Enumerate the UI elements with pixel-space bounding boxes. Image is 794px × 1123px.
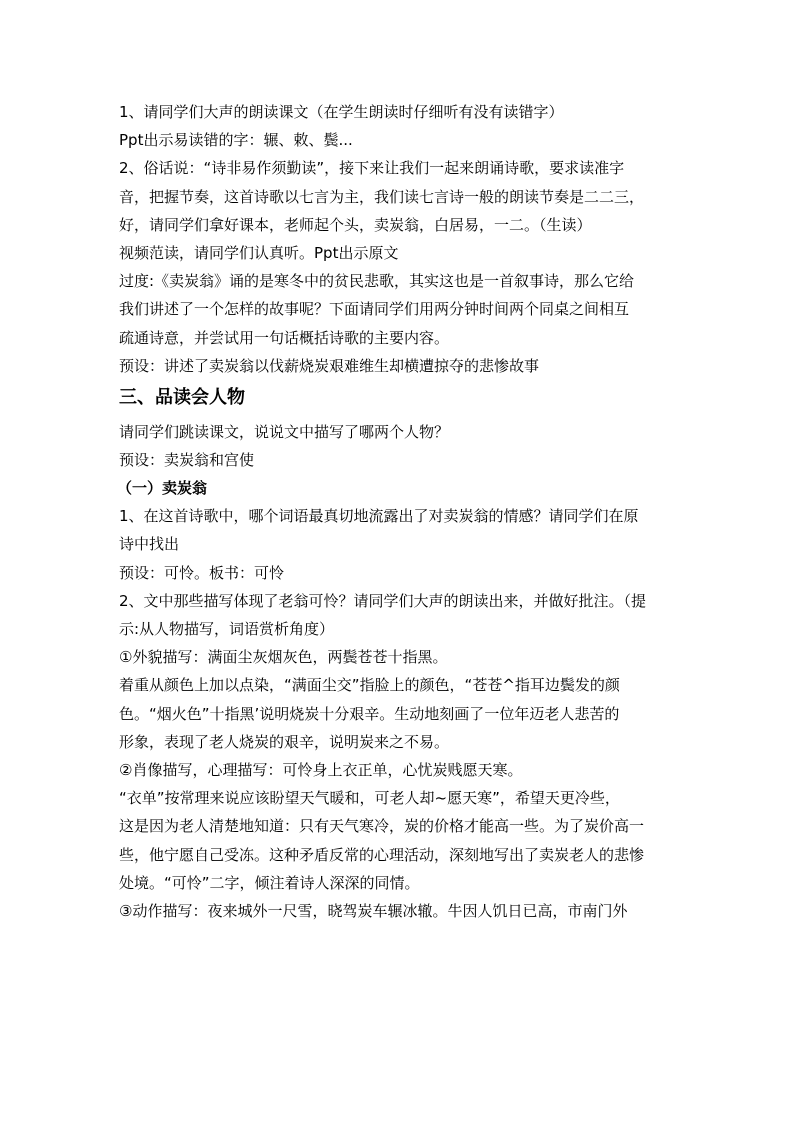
paragraph-line: 处境。“可怜”二字，倾注着诗人深深的同情。 <box>119 873 420 892</box>
paragraph-line: 预设：可怜。板书：可怜 <box>119 563 285 582</box>
paragraph-line: 示:从人物描写，词语赏析角度） <box>119 620 335 638</box>
paragraph-line: 预设：讲述了卖炭翁以伐薪烧炭艰难维生却横遭掠夺的悲惨故事 <box>119 356 540 375</box>
paragraph-line: Ppt出示易读错的字：辗、敕、鬓... <box>119 131 353 150</box>
paragraph-line: 音，把握节奏，这首诗歌以七言为主，我们读七言诗一般的朗读节奏是二二三， <box>119 187 645 206</box>
paragraph-line: 2、文中那些描写体现了老翁可怜？请同学们大声的朗读出来，并做好批注。（提 <box>119 591 647 610</box>
paragraph-line: “衣单”按常理来说应该盼望天气暖和，可老人却~愿天寒”，希望天更冷些， <box>119 789 620 808</box>
paragraph-line: ②肖像描写，心理描写：可怜身上衣正单，心忧炭贱愿天寒。 <box>119 760 523 779</box>
paragraph-line: 1、在这首诗歌中，哪个词语最真切地流露出了对卖炭翁的情感？请同学们在原 <box>119 507 639 526</box>
paragraph-line: 2、俗话说：“诗非易作须勤读”，接下来让我们一起来朗诵诗歌，要求读准字 <box>119 159 625 178</box>
section-heading: 三、品读会人物 <box>119 386 245 408</box>
paragraph-line: 好，请同学们拿好课本，老师起个头，卖炭翁，白居易，一二。（生读） <box>119 215 592 234</box>
paragraph-line: ③动作描写：夜来城外一尺雪，晓驾炭车辗冰辙。牛因人饥日已高，市南门外 <box>119 901 628 920</box>
paragraph-line: 预设：卖炭翁和宫使 <box>119 451 255 470</box>
paragraph-line: 视频范读，请同学们认真听。Ppt出示原文 <box>119 243 399 262</box>
paragraph-line: ①外貌描写：满面尘灰烟灰色，两鬓苍苍十指黑。 <box>119 648 448 667</box>
paragraph-line: 形象，表现了老人烧炭的艰辛，说明炭来之不易。 <box>119 732 450 751</box>
paragraph-line: 请同学们跳读课文，说说文中描写了哪两个人物？ <box>119 422 450 441</box>
document-body <box>119 98 683 925</box>
paragraph-line: 过度:《卖炭翁》诵的是寒冬中的贫民悲歌，其实这也是一首叙事诗，那么它给 <box>119 272 635 291</box>
paragraph-line: 着重从颜色上加以点染，“满面尘交”指脸上的颜色，“苍苍^指耳边鬓发的颜 <box>119 676 620 695</box>
subsection-heading: （一）卖炭翁 <box>117 479 208 498</box>
paragraph-line: 色。“烟火色”十指黑’说明烧炭十分艰辛。生动地刻画了一位年迈老人悲苦的 <box>119 704 620 723</box>
paragraph-line: 我们讲述了一个怎样的故事呢？下面请同学们用两分钟时间两个同桌之间相互 <box>119 300 630 319</box>
paragraph-line: 疏通诗意，并尝试用一句话概括诗歌的主要内容。 <box>119 328 450 347</box>
paragraph-line: 诗中找出 <box>119 535 180 554</box>
paragraph-line: 这是因为老人清楚地知道：只有天气寒冷，炭的价格才能高一些。为了炭价高一 <box>119 817 645 836</box>
paragraph-line: 1、请同学们大声的朗读课文（在学生朗读时仔细听有没有读错字） <box>119 103 564 121</box>
paragraph-line: 些，他宁愿自己受冻。这种矛盾反常的心理活动，深刻地写出了卖炭老人的悲惨 <box>119 845 645 864</box>
